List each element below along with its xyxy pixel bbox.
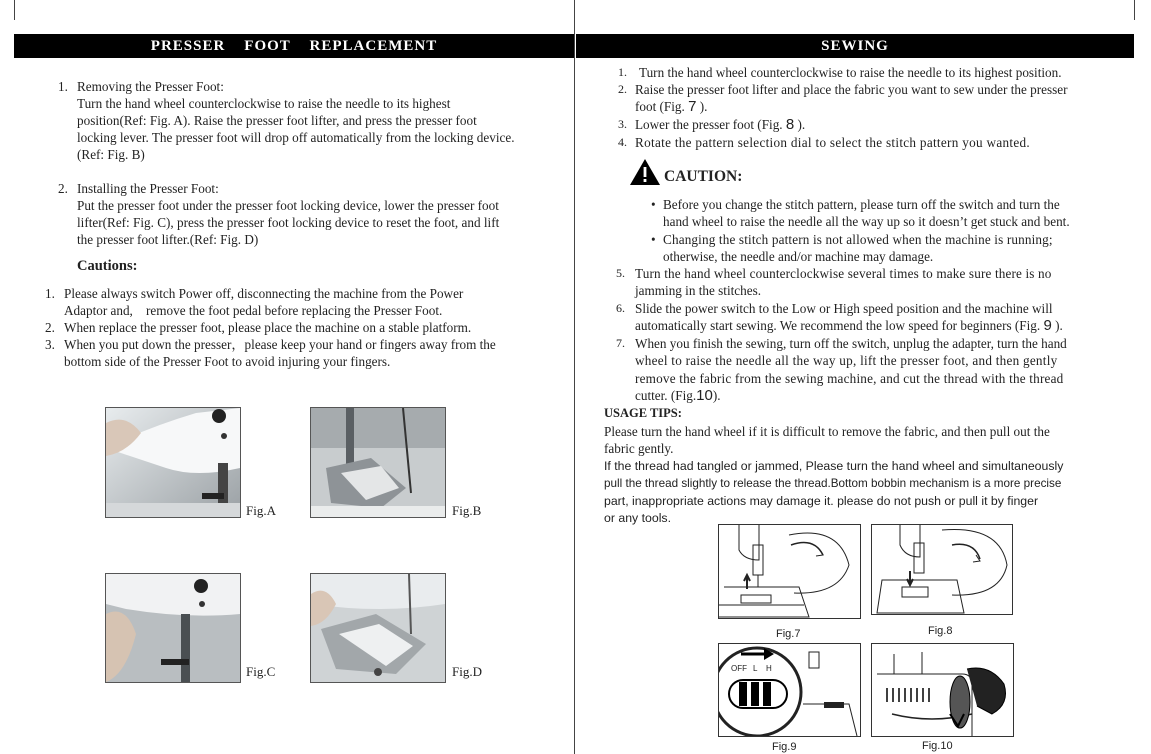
item2-line: lifter(Ref: Fig. C), press the presser foot locking device to reset the foot, and lift — [77, 215, 500, 230]
item2-line: the presser foot lifter.(Ref: Fig. D) — [77, 232, 259, 247]
figure-b-label: Fig.B — [452, 503, 482, 518]
caution2-line: When replace the presser foot, please place the machine on a stable platform. — [64, 320, 472, 335]
left-title-banner — [14, 34, 574, 58]
figure-7-drawing — [718, 524, 861, 619]
caution3-line: bottom side of the Presser Foot to avoid injuring your fingers. — [64, 354, 391, 369]
step2-text: ). — [696, 99, 708, 114]
tip1-line: Please turn the hand wheel if it is difficult to remove the fabric, and then pull out the — [604, 424, 1050, 439]
right-page — [576, 0, 1151, 754]
step7-line: remove the fabric from the sewing machine, and cut the thread with the thread — [635, 371, 1064, 386]
trim-line-center — [574, 0, 575, 754]
bullet1-line: Before you change the stitch pattern, please turn off the switch and turn the — [663, 197, 1060, 212]
item1-line: locking lever. The presser foot will drop off automatically from the locking device. — [77, 130, 515, 145]
step4-line: Rotate the pattern selection dial to select the stitch pattern you wanted. — [635, 135, 1030, 150]
figure-c-label: Fig.C — [246, 664, 276, 679]
step7-text: ). — [712, 388, 721, 403]
figure-c-photo — [105, 573, 241, 683]
tip2-line: If the thread had tangled or jammed, Please turn the hand wheel and simultaneously — [604, 459, 1064, 473]
figure-8-drawing — [871, 524, 1013, 615]
step2-number: 2. — [618, 82, 627, 96]
switch-low-label: L — [753, 664, 758, 673]
figure-9-caption: Fig.9 — [772, 741, 797, 753]
step6-number: 6. — [616, 301, 625, 315]
cautions-heading: Cautions: — [77, 258, 138, 274]
step3-line — [635, 116, 805, 134]
tip2-line: or any tools. — [604, 511, 671, 525]
switch-high-label: H — [766, 664, 772, 673]
right-title-banner — [576, 34, 1134, 58]
step1-number: 1. — [618, 65, 627, 79]
step3-text: Lower the presser foot (Fig. — [635, 117, 786, 132]
usage-tips-heading: USAGE TIPS: — [604, 406, 682, 420]
step2-line — [635, 98, 707, 116]
figure-a-photo — [105, 407, 241, 518]
left-title: PRESSER FOOT REPLACEMENT — [150, 38, 438, 54]
item1-heading: Removing the Presser Foot: — [77, 79, 224, 94]
bullet-dot: • — [651, 197, 656, 212]
item2-heading: Installing the Presser Foot: — [77, 181, 219, 196]
figure-a-label: Fig.A — [246, 503, 276, 518]
step6-line — [635, 317, 1063, 335]
step6-line: Slide the power switch to the Low or High speed position and the machine will — [635, 301, 1053, 316]
fig-ref-9: 9 — [1043, 317, 1052, 334]
step7-line: wheel to raise the needle all the way up, lift the presser foot, and then gently — [635, 353, 1058, 368]
tip1-line: fabric gently. — [604, 441, 674, 456]
figure-b-photo — [310, 407, 446, 518]
step2-text: foot (Fig. — [635, 99, 689, 114]
step7-line: When you finish the sewing, turn off the switch, unplug the adapter, turn the hand — [635, 336, 1067, 351]
figure-10-caption: Fig.10 — [922, 740, 953, 752]
step5-line: Turn the hand wheel counterclockwise several times to make sure there is no — [635, 266, 1052, 281]
step7-text: cutter. (Fig. — [635, 388, 697, 403]
figure-7-caption: Fig.7 — [776, 628, 801, 640]
step1-line: Turn the hand wheel counterclockwise to raise the needle to its highest position. — [639, 65, 1062, 80]
fig-ref-7: 7 — [688, 98, 697, 115]
caution3-line: When you put down the presser，please keep your hand or fingers away from the — [64, 337, 496, 352]
bullet2-line: otherwise, the needle and/or machine may damage. — [663, 249, 934, 264]
left-page — [0, 0, 574, 754]
item1-line: Turn the hand wheel counterclockwise to raise the needle to its highest — [77, 96, 451, 111]
tip2-line: pull the thread slightly to release the thread.Bottom bobbin mechanism is a more precise — [604, 477, 1062, 490]
switch-off-label: OFF — [731, 664, 747, 673]
caution1-line: Please always switch Power off, disconnecting the machine from the Power — [64, 286, 464, 301]
step7-line — [635, 387, 721, 405]
step5-line: jamming in the stitches. — [635, 283, 761, 298]
step5-number: 5. — [616, 266, 625, 280]
caution-heading: CAUTION: — [664, 168, 743, 185]
item1-line: (Ref: Fig. B) — [77, 147, 145, 162]
warning-icon — [629, 158, 661, 186]
step6-text: automatically start sewing. We recommend the low speed for beginners (Fig. — [635, 318, 1044, 333]
item2-number: 2. — [58, 181, 68, 196]
caution3-number: 3. — [45, 337, 55, 352]
figure-9-drawing — [718, 643, 861, 737]
step3-text: ). — [794, 117, 806, 132]
item1-number: 1. — [58, 79, 68, 94]
fig-ref-8: 8 — [785, 116, 795, 133]
step7-number: 7. — [616, 336, 625, 350]
right-title: SEWING — [821, 38, 889, 54]
fig-ref-10: 10 — [696, 387, 713, 404]
step2-line: Raise the presser foot lifter and place the fabric you want to sew under the presser — [635, 82, 1068, 97]
figure-10-drawing — [871, 643, 1014, 737]
item1-line: position(Ref: Fig. A). Raise the presser foot lifter, and press the presser foot — [77, 113, 477, 128]
figure-8-caption: Fig.8 — [928, 625, 953, 637]
bullet1-line: hand wheel to raise the needle all the way up so it doesn’t get stuck and bent. — [663, 214, 1070, 229]
caution2-number: 2. — [45, 320, 55, 335]
step6-text: ). — [1051, 318, 1063, 333]
bullet-dot: • — [651, 232, 656, 247]
step3-number: 3. — [618, 117, 627, 131]
figure-d-photo — [310, 573, 446, 683]
step4-number: 4. — [618, 135, 627, 149]
item2-line: Put the presser foot under the presser foot locking device, lower the presser foot — [77, 198, 499, 213]
bullet2-line: Changing the stitch pattern is not allowed when the machine is running; — [663, 232, 1053, 247]
caution1-number: 1. — [45, 286, 55, 301]
caution1-line: Adaptor and, remove the foot pedal before replacing the Presser Foot. — [64, 303, 443, 318]
tip2-line: part, inappropriate actions may damage it. please do not push or pull it by finger — [604, 494, 1039, 508]
figure-d-label: Fig.D — [452, 664, 482, 679]
